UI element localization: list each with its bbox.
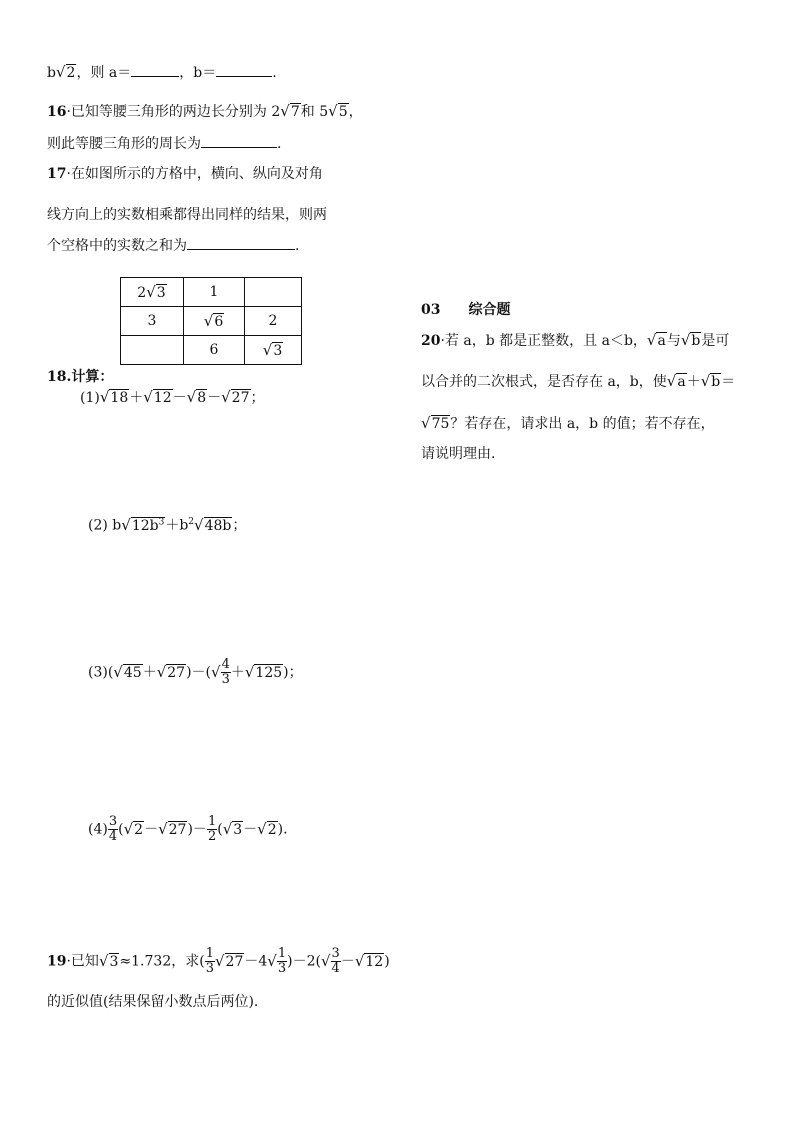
grid-cell: √ 6 xyxy=(184,307,245,336)
q16-line2: 则此等腰三角形的周长为 . xyxy=(47,136,282,152)
q19-line2: 的近似值(结果保留小数点后两位). xyxy=(47,994,259,1010)
q18-part2: (2) b√ $12b^3+b^2√$ 48b； xyxy=(88,512,246,536)
q18-part3: (3)(√ 45＋√ 27)－( √ $\frac{4}{3}$ ＋√ 125)； xyxy=(88,658,303,687)
question-number: 16 xyxy=(47,104,67,120)
q20-line1: 20·若 a，b 都是正整数，且 a＜b，√ a与√ b是可 xyxy=(421,330,729,351)
q19-line1: 19·已知√ 3≈1.732，求( $\frac{1}{3}$ √ 27－4 √ $\frac{1}{3}$ )－2( √ $\frac{3}{4}$ －√ 12) xyxy=(47,947,390,976)
grid-cell: 3 xyxy=(121,307,184,336)
q17-line3: 个空格中的实数之和为 . xyxy=(47,238,300,254)
q16-line1: 16·已知等腰三角形的两边长分别为 2√ 7和 5√ 5， xyxy=(47,101,363,122)
q15-radical: √ 2 xyxy=(56,62,76,83)
grid-cell: 2√ 3 xyxy=(121,278,184,307)
q18-title: 18.计算： xyxy=(47,369,114,385)
q15-tail-line: b√ 2，则 a＝ ，b＝ . xyxy=(47,62,277,83)
question-number: 20 xyxy=(421,333,441,349)
q18-part1: (1)√ 18＋√ 12－√ 8－√ 27； xyxy=(80,387,265,408)
grid-cell: 1 xyxy=(184,278,245,307)
question-number: 19 xyxy=(47,953,67,970)
grid-cell-blank[interactable] xyxy=(121,336,184,365)
q15-var-b: b xyxy=(47,65,56,81)
q20-line3: √ 75？若存在，请求出 a，b 的值；若不存在， xyxy=(421,413,715,434)
section-header xyxy=(421,300,510,320)
magic-grid xyxy=(120,277,302,365)
q17-line1: 17·在如图所示的方格中，横向、纵向及对角 xyxy=(47,166,323,182)
grid-cell: 2 xyxy=(245,307,302,336)
grid-cell: 6 xyxy=(184,336,245,365)
answer-blank-sum[interactable] xyxy=(187,249,295,250)
section-title: 综合题 xyxy=(468,302,511,318)
answer-blank-a[interactable] xyxy=(131,76,179,77)
question-number: 17 xyxy=(47,166,67,182)
answer-blank-b[interactable] xyxy=(216,76,272,77)
q20-line4: 请说明理由. xyxy=(421,446,496,462)
q17-line2: 线方向上的实数相乘都得出同样的结果，则两 xyxy=(47,207,327,223)
answer-blank-perimeter[interactable] xyxy=(201,147,277,148)
grid-cell-blank[interactable] xyxy=(245,278,302,307)
q18-part4: (4) $\frac{3}{4}$ (√ 2－√ 27)－ $\frac{1}{2}$ (√ 3－√ 2). xyxy=(88,815,288,844)
grid-cell: √ 3 xyxy=(245,336,302,365)
q20-line2: 以合并的二次根式，是否存在 a，b，使√ a＋√ b＝ xyxy=(421,371,735,392)
section-number: 03 xyxy=(421,302,441,318)
